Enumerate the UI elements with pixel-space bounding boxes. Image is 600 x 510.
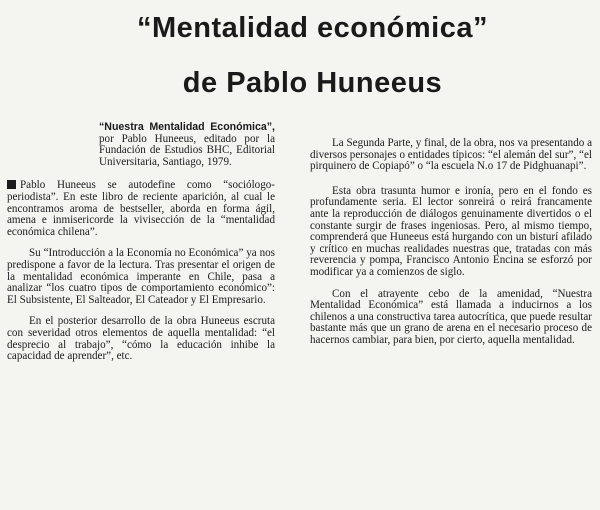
- section-marker-square-icon: [7, 180, 16, 189]
- right-column: [310, 138, 592, 357]
- book-credit: [7, 122, 275, 168]
- paragraph-humor: Esta obra trasunta humor e ironía, pero en el fondo es profundamente seria. El lector sonreirá o reirá francamente ante la reproducción de diálogos genuinamente divertidos o el constante surgir de frases ingeniosas. Pero, al mismo tiempo, comprenderá que Huneeus está hurgando con un bisturí afilado y crítico en muchas realidades nuestras que, tratadas con más reverencia y pompa, Francisco Antonio Encina se esforzó por modificar ya a comienzos de siglo.: [310, 184, 592, 278]
- paragraph-introduction: Su “Introducción a la Economía no Económica” ya nos predispone a favor de la lectura. Tras presentar el origen de la mentalidad económica imperante en Chile, pasa a analizar “los cuatro tipos de comportamiento económico”: El Subsistente, El Salteador, El Cateador y El Empresario.: [7, 247, 275, 306]
- left-column: [7, 122, 275, 373]
- book-credit-title: “Nuestra Mentalidad Económica”,: [99, 121, 275, 133]
- book-credit-details: por Pablo Huneeus, editado por la Fundación de Estudios BHC, Editorial Universitaria, Santiago, 1979.: [99, 132, 275, 168]
- headline-line-2: de Pablo Huneeus: [182, 67, 443, 99]
- paragraph-conclusion: Con el atrayente cebo de la amenidad, “Nuestra Mentalidad Económica” está llamada a inducirnos a los chilenos a una constructiva tarea autocrítica, que puede resultar bastante más que un grano de arena en el necesario proceso de hacernos cambiar, para bien, por cierto, aquella mentalidad.: [310, 287, 592, 346]
- paragraph-intro-text: Pablo Huneeus se autodefine como “sociólogo-periodista”. En este libro de reciente aparición, al cual le encontramos aroma de bestseller, aborda en forma ágil, amena e inmisericorde la vivisección de la “mentalidad económica chilena”.: [7, 179, 275, 238]
- headline-line-1: “Mentalidad económica”: [136, 12, 488, 44]
- paragraph-intro: [7, 180, 275, 238]
- paragraph-development: En el posterior desarrollo de la obra Huneeus escruta con severidad otros elementos de aquella mentalidad: “el desprecio al trabajo”, “cómo la educación inhibe la capacidad de aprender”, etc.: [7, 315, 275, 363]
- paragraph-second-part: La Segunda Parte, y final, de la obra, nos va presentando a diversos personajes o entidades típicos: “el alemán del sur”, “el pirquinero de Copiapó” o “la escuela N.o 17 de Pidghuanapi”.: [310, 137, 592, 173]
